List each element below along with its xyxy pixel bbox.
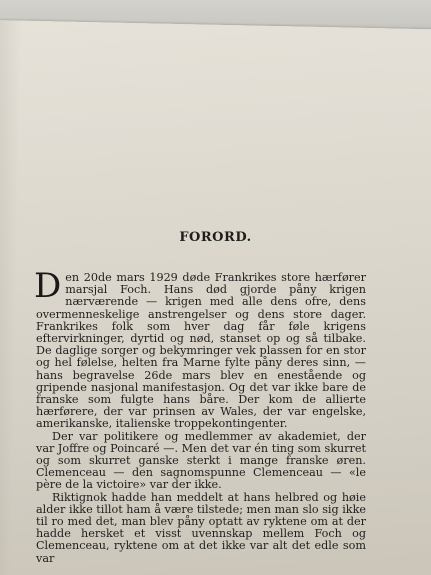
background-surface [0,0,431,24]
page-title: FORORD. [179,230,252,245]
drop-cap: D [34,266,62,306]
paragraph-3: Riktignok hadde han meddelt at hans helbred og høie alder ikke tillot ham å være tilstede; men man slo sig ikke til ro med det, man blev påny optatt av ryktene om at der hadde hersket et visst uvennskap mellem Foch og Clemenceau, ryktene om at det ikke var alt det edle som var [36,490,366,565]
paragraph-1-text: en 20de mars 1929 døde Frankrikes store hærfører marsjal Foch. Hans død gjorde påny krigen nærværende — krigen med alle dens ofre, dens overmenneskelige anstrengelser og dens store dager. Frankrikes folk som hver dag får føle krigens eftervirkninger, dyrtid og nød, stanset op og så tilbake. De daglige sorger og bekymringer vek plassen for en stor og hel følelse, helten fra Marne fylte påny deres sinn, — hans begravelse 26de mars blev en enestående og gripende nasjonal manifestasjon. Og det var ikke bare de franske som fulgte hans båre. Der kom de allierte hærførere, der var prinsen av Wales, der var engelske, amerikanske, italienske troppekontingenter. [36,271,366,431]
paragraph-1 [34,266,366,431]
body-text [34,266,366,565]
page-shadow [0,20,22,575]
paragraph-2: Der var politikere og medlemmer av akademiet, der var Joffre og Poincaré —. Men det var én ting som skurret og som skurret ganske sterkt i mange franske øren. Clemenceau — den sagnomspunne Clemenceau — «le père de la victoire» var der ikke. [36,429,366,492]
